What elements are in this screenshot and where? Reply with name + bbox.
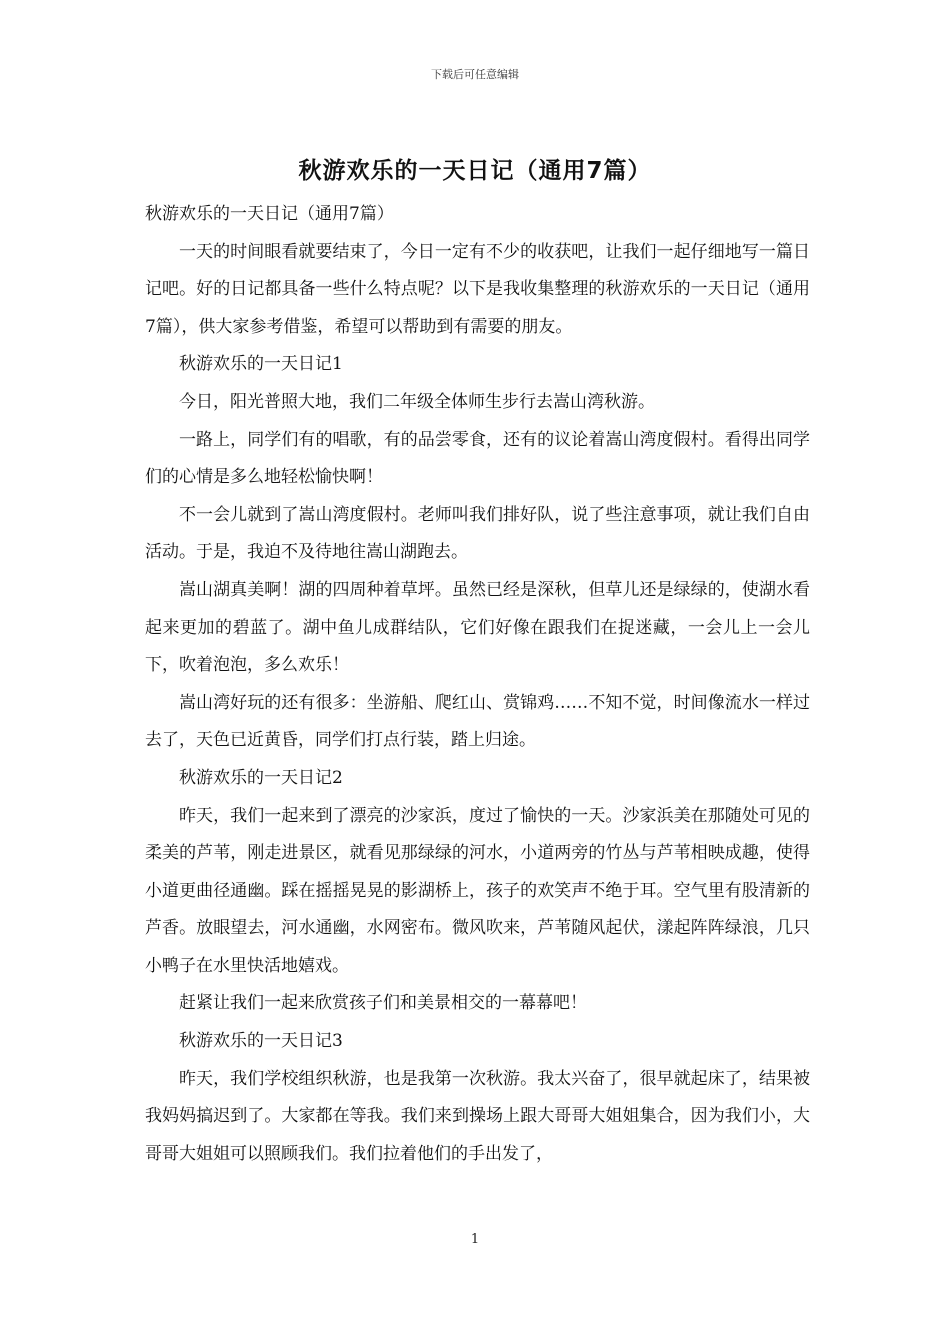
document-title: 秋游欢乐的一天日记（通用7篇） [298, 158, 652, 184]
paragraph: 秋游欢乐的一天日记（通用7篇） [145, 204, 394, 224]
paragraph: 嵩山湖真美啊！湖的四周种着草坪。虽然已经是深秋，但草儿还是绿绿的，使湖水看起来更加的碧蓝了。湖中鱼儿成群结队，它们好像在跟我们在捉迷藏，一会儿上一会儿下，吹着泡泡，多么欢乐！ [145, 579, 810, 676]
paragraph: 嵩山湾好玩的还有很多：坐游船、爬红山、赏锦鸡……不知不觉，时间像流水一样过去了，天色已近黄昏，同学们打点行装，踏上归途。 [145, 692, 810, 751]
paragraph: 今日，阳光普照大地，我们二年级全体师生步行去嵩山湾秋游。 [179, 391, 655, 412]
page-number: 1 [470, 1232, 480, 1247]
header-note: 下载后可任意编辑 [431, 68, 519, 81]
paragraph: 一路上，同学们有的唱歌，有的品尝零食，还有的议论着嵩山湾度假村。看得出同学们的心情是多么地轻松愉快啊！ [145, 429, 810, 488]
paragraph: 秋游欢乐的一天日记3 [179, 1031, 343, 1052]
paragraph: 一天的时间眼看就要结束了，今日一定有不少的收获吧，让我们一起仔细地写一篇日记吧。好的日记都具备一些什么特点呢？以下是我收集整理的秋游欢乐的一天日记（通用7篇），供大家参考借鉴，希望可以帮助到有需要的朋友。 [145, 241, 810, 337]
document-body [145, 196, 810, 1173]
paragraph: 昨天，我们一起来到了漂亮的沙家浜，度过了愉快的一天。沙家浜美在那随处可见的柔美的芦苇，刚走进景区，就看见那绿绿的河水，小道两旁的竹丛与芦苇相映成趣，使得小道更曲径通幽。踩在摇摇晃晃的影湖桥上，孩子的欢笑声不绝于耳。空气里有股清新的芦香。放眼望去，河水通幽，水网密布。微风吹来，芦苇随风起伏，漾起阵阵绿浪，几只小鸭子在水里快活地嬉戏。 [145, 805, 810, 976]
paragraph: 秋游欢乐的一天日记2 [179, 767, 343, 788]
paragraph: 秋游欢乐的一天日记1 [179, 354, 343, 375]
paragraph: 昨天，我们学校组织秋游，也是我第一次秋游。我太兴奋了，很早就起床了，结果被我妈妈搞迟到了。大家都在等我。我们来到操场上跟大哥哥大姐姐集合，因为我们小，大哥哥大姐姐可以照顾我们。我们拉着他们的手出发了， [145, 1068, 810, 1164]
paragraph: 不一会儿就到了嵩山湾度假村。老师叫我们排好队，说了些注意事项，就让我们自由活动。于是，我迫不及待地往嵩山湖跑去。 [145, 504, 810, 563]
paragraph: 赶紧让我们一起来欣赏孩子们和美景相交的一幕幕吧！ [179, 993, 587, 1014]
